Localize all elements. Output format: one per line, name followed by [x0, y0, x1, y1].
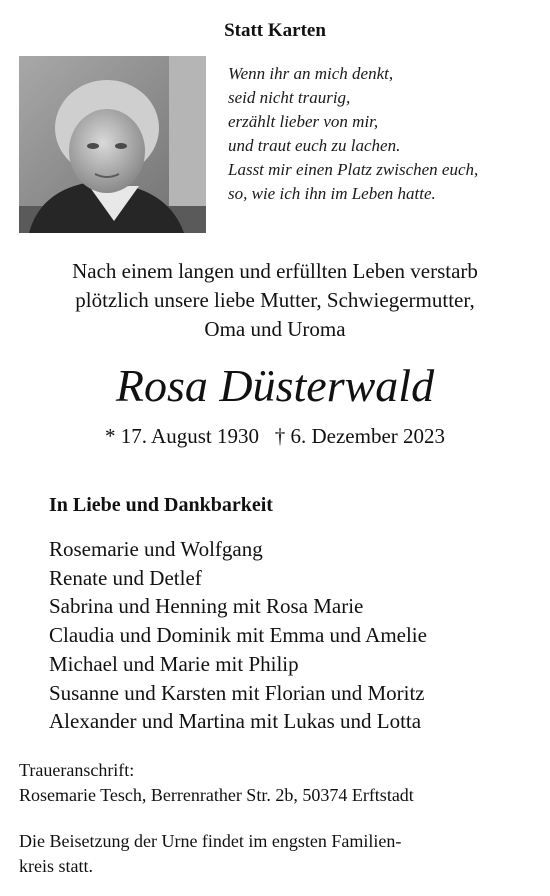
mourner-line: Michael und Marie mit Philip [49, 651, 299, 676]
portrait-photo [19, 56, 206, 233]
poem-line: und traut euch zu lachen. [228, 136, 401, 155]
mourning-address [19, 758, 414, 808]
mourners-list [49, 535, 427, 736]
burial-line: Die Beisetzung der Urne findet im engsten Familien- [19, 831, 402, 851]
poem-line: Wenn ihr an mich denkt, [228, 64, 394, 83]
address-label: Traueranschrift: [19, 760, 135, 780]
mourner-line: Susanne und Karsten mit Florian und Moritz [49, 680, 425, 705]
poem-line: seid nicht traurig, [228, 88, 351, 107]
mourners-heading: In Liebe und Dankbarkeit [49, 494, 273, 516]
poem-line: erzählt lieber von mir, [228, 112, 379, 131]
mourner-line: Claudia und Dominik mit Emma und Amelie [49, 623, 427, 648]
deceased-name: Rosa Düsterwald [115, 360, 435, 411]
intro-line: Oma und Uroma [204, 317, 346, 341]
burial-line: kreis statt. [19, 856, 93, 876]
mourner-line: Renate und Detlef [49, 565, 202, 590]
burial-note [19, 829, 539, 879]
header-title: Statt Karten [224, 20, 326, 41]
mourner-line: Sabrina und Henning mit Rosa Marie [49, 594, 364, 619]
address-value: Rosemarie Tesch, Berrenrather Str. 2b, 50374 Erftstadt [19, 785, 414, 805]
intro-line: Nach einem langen und erfüllten Leben verstarb [72, 259, 478, 283]
poem-line: so, wie ich ihn im Leben hatte. [228, 184, 436, 203]
intro-line: plötzlich unsere liebe Mutter, Schwiegermutter, [75, 288, 475, 312]
poem-line: Lasst mir einen Platz zwischen euch, [228, 160, 479, 179]
life-dates: * 17. August 1930 † 6. Dezember 2023 [104, 424, 446, 448]
poem [228, 62, 538, 206]
mourner-line: Rosemarie und Wolfgang [49, 537, 263, 561]
intro-text [0, 257, 550, 344]
mourner-line: Alexander und Martina mit Lukas und Lotta [49, 709, 422, 734]
